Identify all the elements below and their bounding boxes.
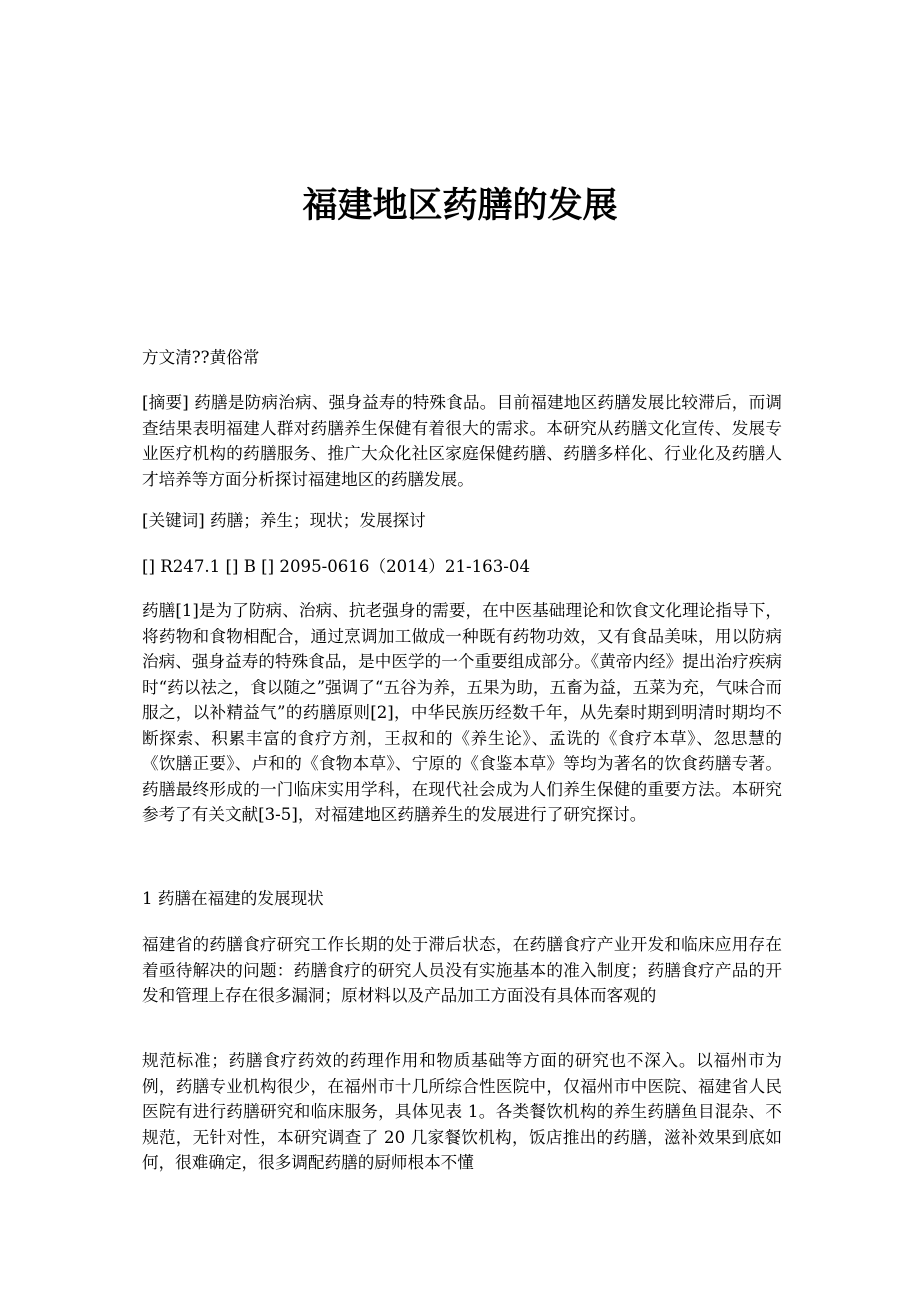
intro-paragraph: 药膳[1]是为了防病、治病、抗老强身的需要，在中医基础理论和饮食文化理论指导下，将药物和食物相配合，通过烹调加工做成一种既有药物功效，又有食品美味，用以防病治病、强身益寿的特殊食品，是中医学的一个重要组成部分。《黄帝内经》提出治疗疾病时“药以祛之，食以随之”强调了“五谷为养，五果为助，五畜为益，五菜为充，气味合而服之，以补精益气”的药膳原则[2]，中华民族历经数千年，从先秦时期到明清时期均不断探索、积累丰富的食疗方剂，王叔和的《养生论》、孟诜的《食疗本草》、忽思慧的《饮膳正要》、卢和的《食物本草》、宁原的《食鉴本草》等均为著名的饮食药膳专著。药膳最终形成的一门临床实用学科，在现代社会成为人们养生保健的重要方法。本研究参考了有关文献[3-5]，对福建地区药膳养生的发展进行了研究探讨。 — [142, 601, 782, 824]
section-heading: 1 药膳在福建的发展现状 — [142, 889, 324, 908]
body-paragraph: 福建省的药膳食疗研究工作长期的处于滞后状态，在药膳食疗产业开发和临床应用存在着亟待解决的问题：药膳食疗的研究人员没有实施基本的准入制度；药膳食疗产品的开发和管理上存在很多漏洞；原材料以及产品加工方面没有具体而客观的 — [142, 935, 782, 1005]
abstract-paragraph: [摘要] 药膳是防病治病、强身益寿的特殊食品。目前福建地区药膳发展比较滞后，而调查结果表明福建人群对药膳养生保健有着很大的需求。本研究从药膳文化宣传、发展专业医疗机构的药膳服务、推广大众化社区家庭保健药膳、药膳多样化、行业化及药膳人才培养等方面分析探讨福建地区的药膳发展。 — [142, 393, 782, 489]
body-paragraph: 规范标准；药膳食疗药效的药理作用和物质基础等方面的研究也不深入。以福州市为例，药膳专业机构很少，在福州市十几所综合性医院中，仅福州市中医院、福建省人民医院有进行药膳研究和临床服务，具体见表 1。各类餐饮机构的养生药膳鱼目混杂、不规范，无针对性，本研究调查了 20 几家餐饮机构，饭店推出的药膳，滋补效果到底如何，很难确定，很多调配药膳的厨师根本不懂 — [142, 1051, 782, 1172]
document-title: 福建地区药膳的发展 — [302, 185, 618, 226]
authors-line: 方文清??黄俗常 — [142, 348, 260, 367]
classification-line: [] R247.1 [] B [] 2095-0616（2014）21-163-04 — [142, 557, 531, 576]
keywords-line: [关键词] 药膳；养生；现状；发展探讨 — [142, 511, 426, 530]
